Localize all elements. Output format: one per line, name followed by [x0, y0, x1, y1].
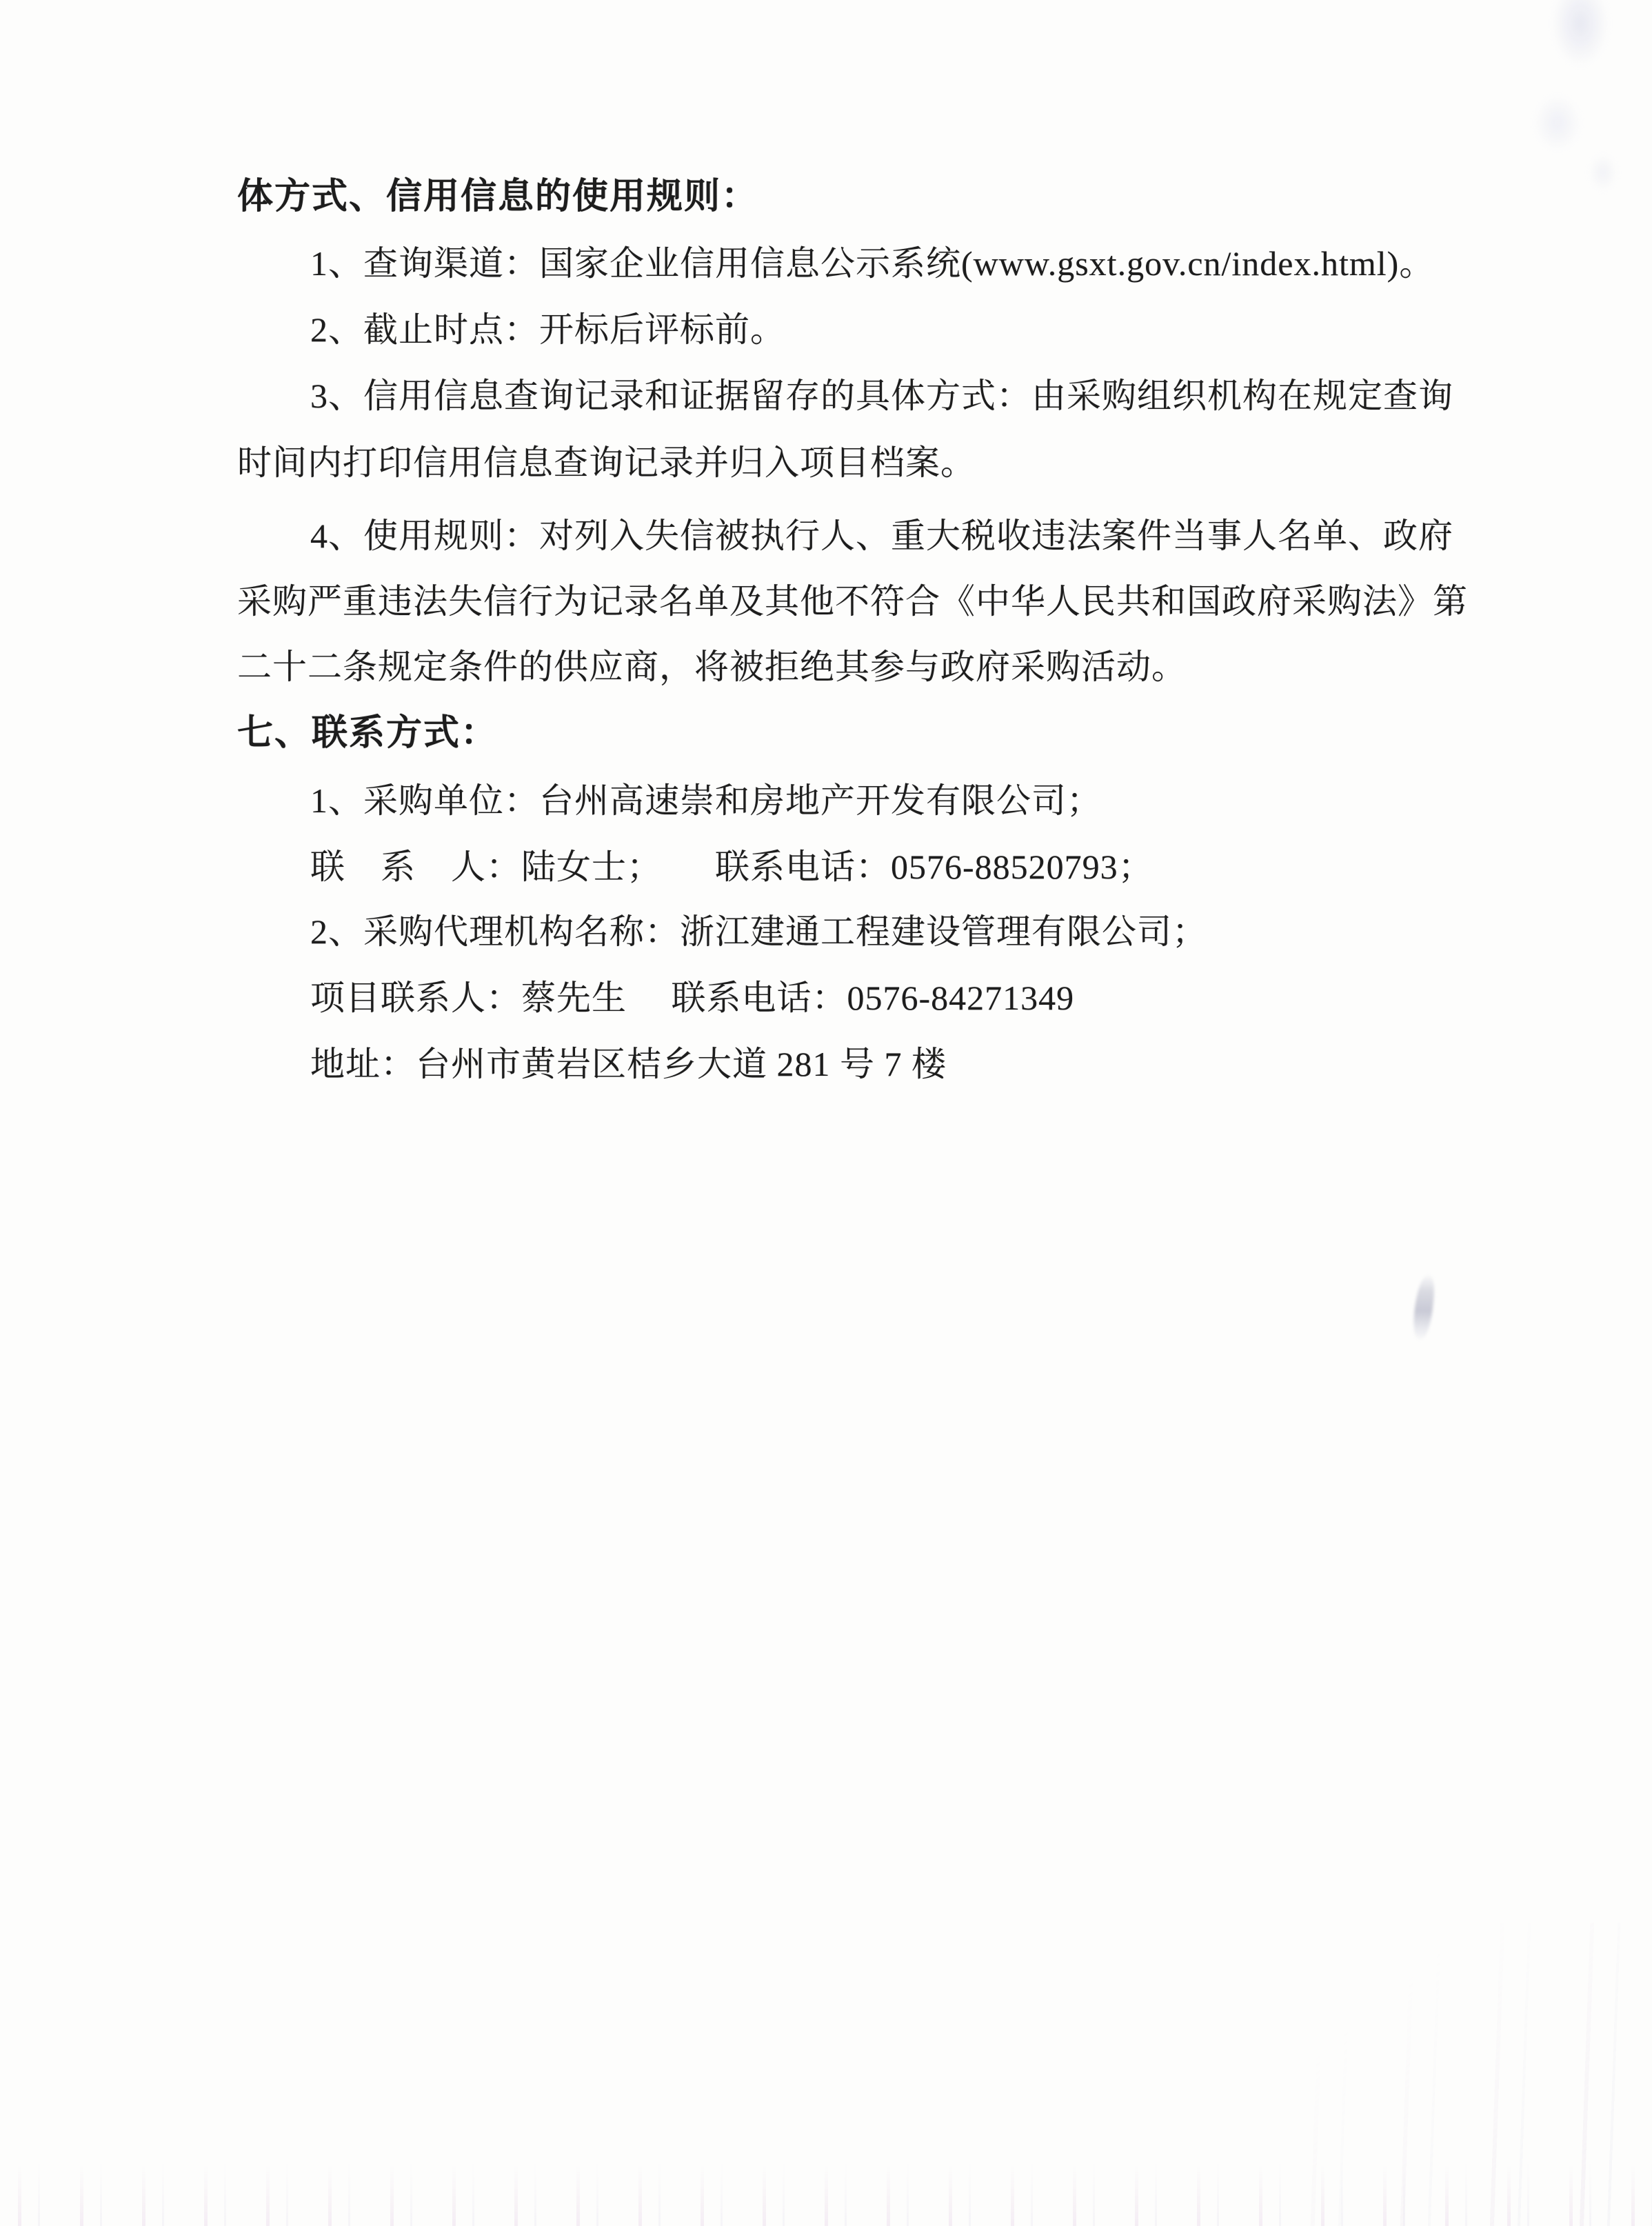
purchaser-contact-phone: 联 系 人：陆女士； 联系电话：0576-88520793； [310, 848, 1154, 886]
item-4-usage-rules-line-3: 二十二条规定条件的供应商，将被拒绝其参与政府采购活动。 [237, 648, 1187, 686]
item-3-record-retention-line-2: 时间内打印信用信息查询记录并归入项目档案。 [237, 443, 976, 482]
item-2-agency-name: 2、采购代理机构名称：浙江建通工程建设管理有限公司； [310, 912, 1207, 951]
scan-smudge-artifact [1489, 0, 1641, 234]
item-1-query-channel: 1、查询渠道：国家企业信用信息公示系统(www.gsxt.gov.cn/index.html)。 [310, 244, 1435, 283]
scan-corner-streaks [1293, 1923, 1652, 2226]
item-3-record-retention-line-1: 3、信用信息查询记录和证据留存的具体方式：由采购组织机构在规定查询 [310, 377, 1453, 415]
agency-contact-phone: 项目联系人：蔡先生 联系电话：0576-84271349 [310, 979, 1075, 1017]
item-1-purchaser-name: 1、采购单位：台州高速崇和房地产开发有限公司； [310, 781, 1102, 820]
heading-credit-info-usage-rules: 体方式、信用信息的使用规则： [237, 177, 759, 217]
item-4-usage-rules-line-2: 采购严重违法失信行为记录名单及其他不符合《中华人民共和国政府采购法》第 [237, 582, 1468, 621]
scan-squiggle-artifact [1411, 1274, 1436, 1341]
heading-contact-info: 七、联系方式： [237, 714, 498, 753]
item-2-cutoff-time: 2、截止时点：开标后评标前。 [310, 310, 785, 349]
agency-address: 地址：台州市黄岩区桔乡大道 281 号 7 楼 [310, 1045, 947, 1083]
item-4-usage-rules-line-1: 4、使用规则：对列入失信被执行人、重大税收违法案件当事人名单、政府 [310, 517, 1453, 555]
